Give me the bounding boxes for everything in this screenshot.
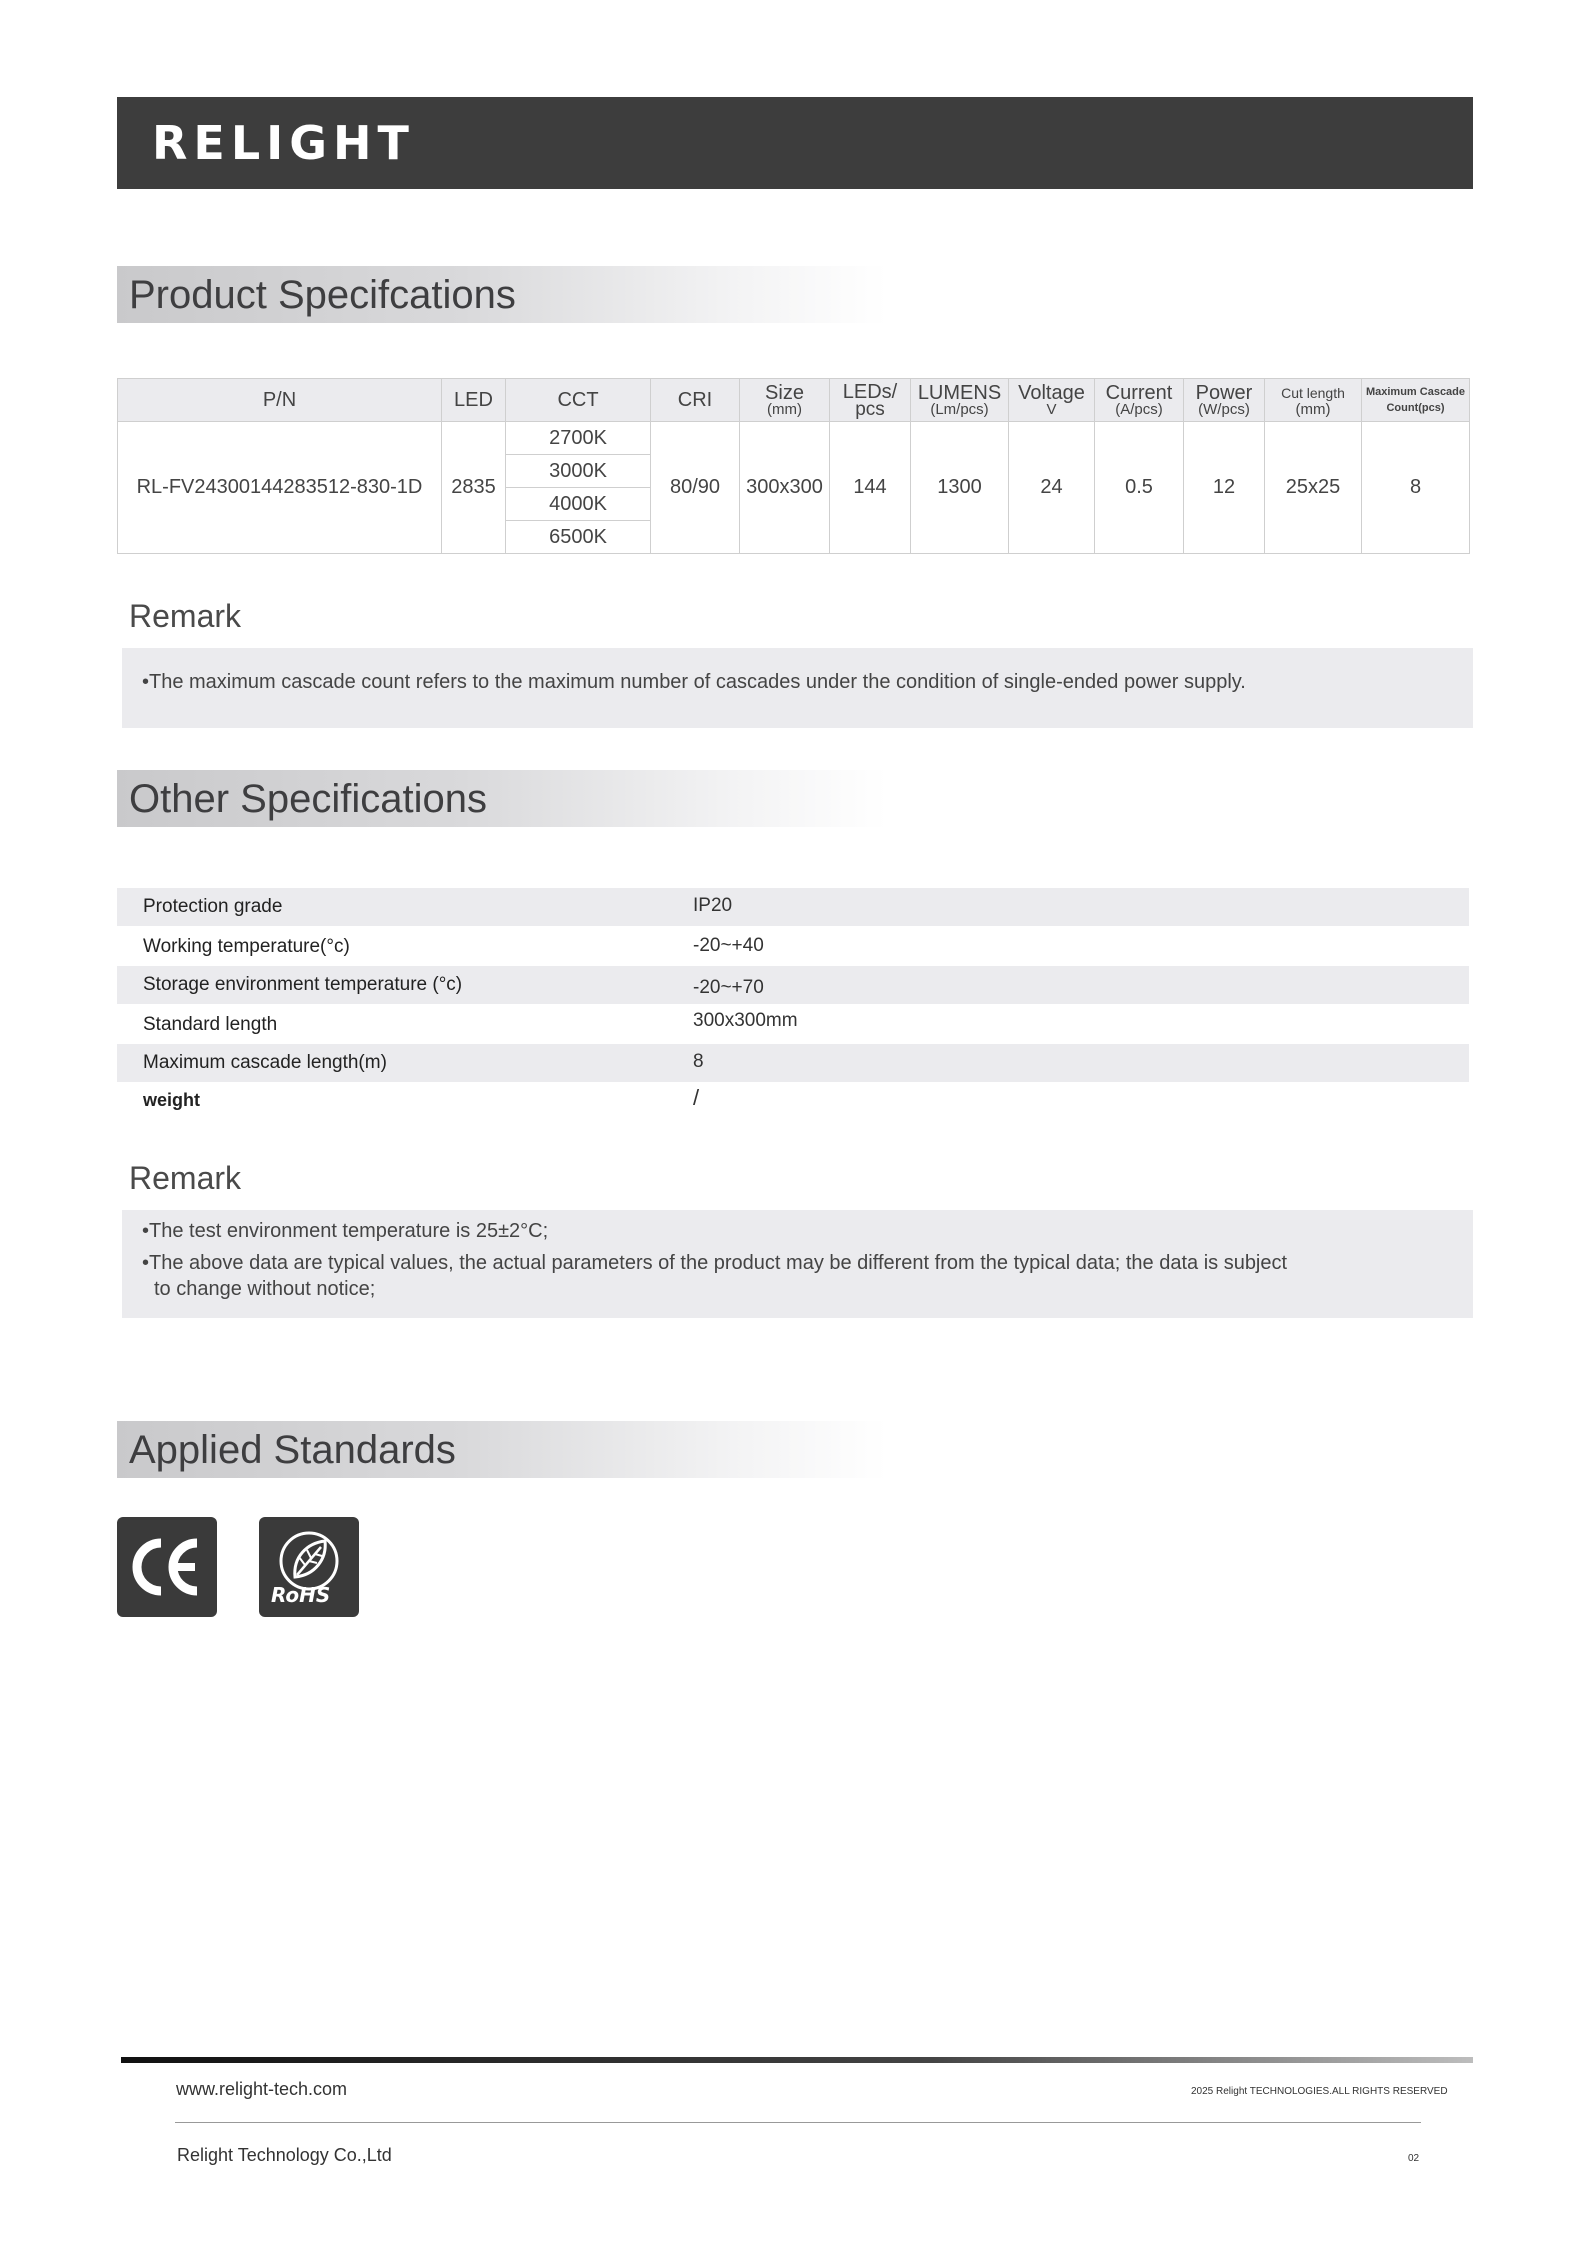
section-title-text: Applied Standards: [129, 1428, 456, 1472]
other-spec-section-title: [117, 770, 887, 827]
cell-current: 0.5: [1095, 422, 1184, 554]
remark-item: •The maximum cascade count refers to the maximum number of cascades under the condition of single-ended power supply.: [142, 671, 1246, 693]
spec-row: [117, 888, 1469, 926]
spec-key: Standard length: [143, 1014, 278, 1035]
header-led: LED: [442, 379, 506, 422]
product-spec-section-title: [117, 266, 887, 323]
ce-mark-icon: [117, 1517, 217, 1617]
product-spec-table: [117, 378, 1470, 554]
cell-size: 300x300: [740, 422, 830, 554]
cell-cct: 3000K: [506, 455, 651, 488]
remark-box: [122, 1210, 1473, 1318]
cell-pn: RL-FV24300144283512-830-1D: [118, 422, 442, 554]
footer-divider: [121, 2057, 1473, 2063]
header-power: Power (W/pcs): [1184, 379, 1265, 422]
table-row: [118, 422, 1470, 455]
footer-website[interactable]: www.relight-tech.com: [176, 2079, 348, 2099]
spec-row: [117, 928, 1469, 966]
cell-leds: 144: [830, 422, 911, 554]
header-pn: P/N: [118, 379, 442, 422]
spec-key: weight: [143, 1090, 200, 1110]
cell-cri: 80/90: [651, 422, 740, 554]
header-cct: CCT: [506, 379, 651, 422]
header-current: Current (A/pcs): [1095, 379, 1184, 422]
header-size: Size (mm): [740, 379, 830, 422]
remark-box: [122, 648, 1473, 728]
spec-key: Working temperature(°c): [143, 936, 350, 957]
spec-key: Storage environment temperature (°c): [143, 974, 463, 995]
table-header-row: [118, 379, 1470, 422]
spec-key: Protection grade: [143, 896, 283, 917]
spec-value: 300x300mm: [693, 1010, 798, 1031]
section-title-text: Other Specifications: [129, 777, 487, 821]
spec-value: -20~+70: [693, 977, 764, 998]
spec-row: [117, 1006, 1469, 1044]
cell-cct: 2700K: [506, 422, 651, 455]
spec-value: -20~+40: [693, 935, 764, 956]
header-max-cascade: Maximum Cascade Count(pcs): [1362, 379, 1470, 422]
footer-rights: 2025 Relight TECHNOLOGIES.ALL RIGHTS RESERVED: [1191, 2086, 1448, 2097]
spec-value: 8: [693, 1051, 704, 1072]
cell-max-cascade: 8: [1362, 422, 1470, 554]
header-cut-length: Cut length (mm): [1265, 379, 1362, 422]
page-number: 02: [1408, 2153, 1420, 2164]
spec-value: /: [693, 1085, 700, 1110]
cell-lumens: 1300: [911, 422, 1009, 554]
spec-key: Maximum cascade length(m): [143, 1052, 387, 1073]
relight-logo: RELIGHT: [152, 116, 415, 170]
cell-led: 2835: [442, 422, 506, 554]
header-leds: LEDs/ pcs: [830, 379, 911, 422]
cell-voltage: 24: [1009, 422, 1095, 554]
cell-cct: 6500K: [506, 521, 651, 554]
remark-item: •The above data are typical values, the actual parameters of the product may be different from the typical data; the data is subject: [142, 1252, 1288, 1274]
spec-value: IP20: [693, 895, 733, 916]
rohs-icon: [259, 1517, 359, 1617]
applied-standards-section-title: [117, 1421, 887, 1478]
remark-title: Remark: [129, 598, 242, 634]
footer-company: Relight Technology Co.,Ltd: [177, 2145, 392, 2165]
spec-row: [117, 1044, 1469, 1082]
rohs-label: RoHS: [271, 1583, 331, 1607]
footer-rule: [175, 2122, 1421, 2123]
remark-item: to change without notice;: [154, 1278, 376, 1300]
header-bar: [117, 97, 1473, 189]
remark-item: •The test environment temperature is 25±2°C;: [142, 1220, 549, 1242]
spec-row: [117, 966, 1469, 1004]
cell-cct: 4000K: [506, 488, 651, 521]
cell-cut-length: 25x25: [1265, 422, 1362, 554]
header-lumens: LUMENS (Lm/pcs): [911, 379, 1009, 422]
cell-power: 12: [1184, 422, 1265, 554]
spec-row: [117, 1082, 1469, 1120]
remark-title: Remark: [129, 1160, 242, 1196]
header-voltage: Voltage V: [1009, 379, 1095, 422]
header-cri: CRI: [651, 379, 740, 422]
section-title-text: Product Specifcations: [129, 273, 516, 317]
